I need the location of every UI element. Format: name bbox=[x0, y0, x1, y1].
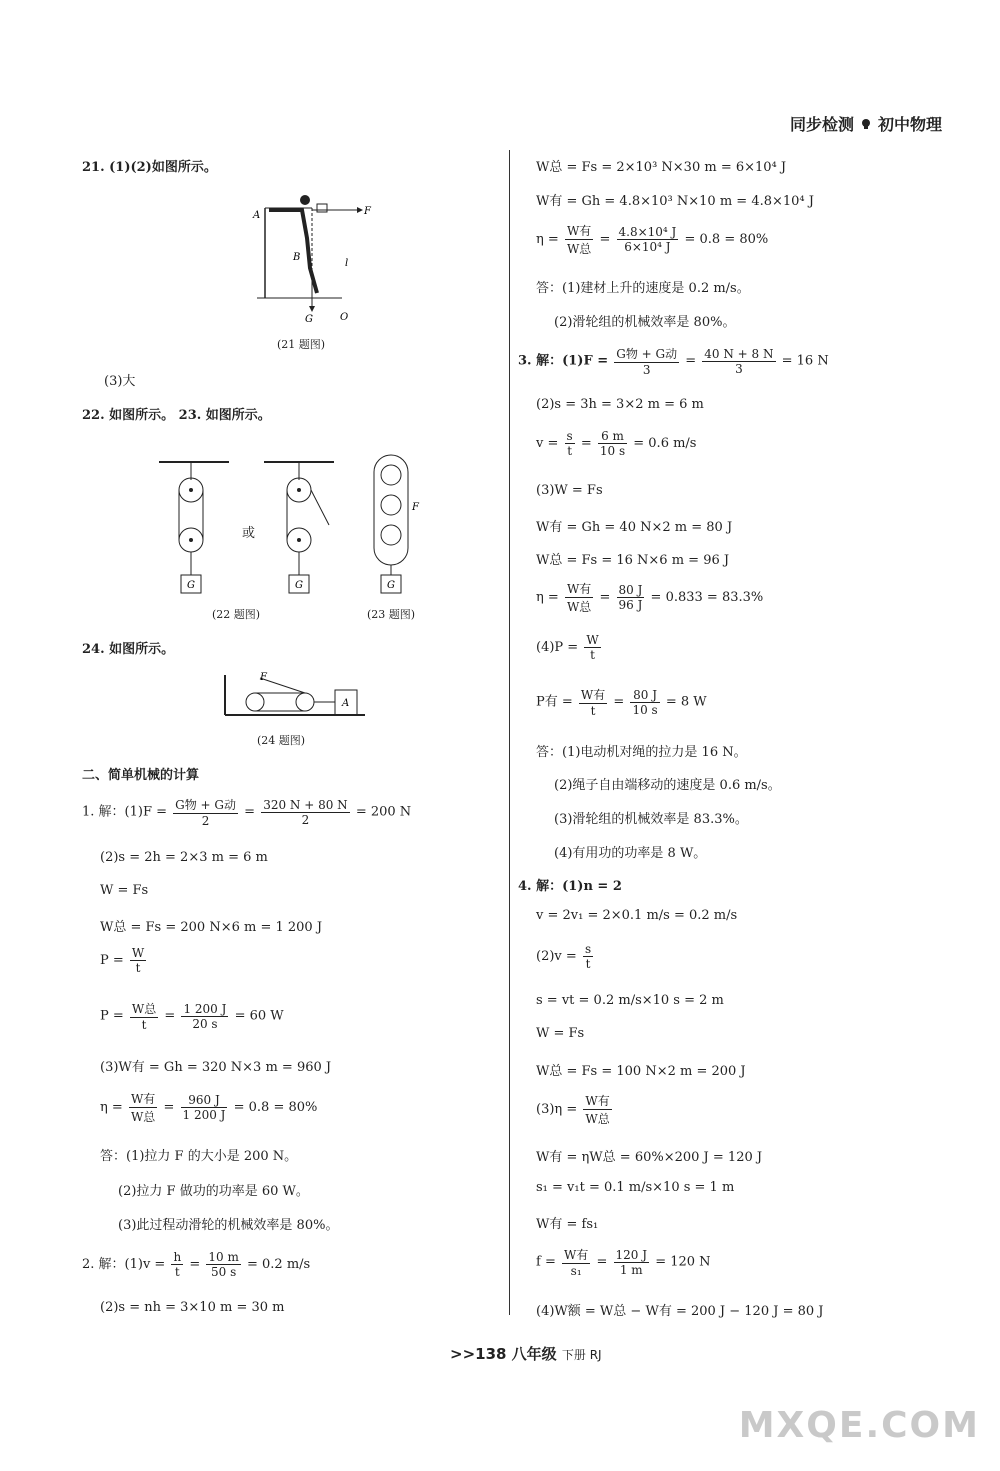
page-header bbox=[790, 112, 942, 135]
r-p4-line5: W = Fs bbox=[536, 1026, 585, 1041]
r-p4-line12: (4)W额 = W总 − W有 = 200 J − 120 J = 80 J bbox=[536, 1304, 824, 1319]
svg-text:B: B bbox=[293, 252, 301, 263]
header-title: 同步检测 bbox=[789, 115, 854, 134]
svg-text:F: F bbox=[260, 672, 267, 683]
r-p4-line3: (2)v = $\frac{s}{t}$ bbox=[536, 942, 592, 971]
p1-line1: 1. 解：(1)F = $\frac{\text{G物 + G动}}{2}$ = $\frac{320 N + 80 N}{2}$ = 200 N bbox=[82, 797, 412, 828]
q21-figure bbox=[247, 188, 377, 328]
r-p4-line8: W有 = ηW总 = 60%×200 J = 120 J bbox=[536, 1150, 763, 1165]
p1-line7: (3)W有 = Gh = 320 N×3 m = 960 J bbox=[100, 1060, 332, 1075]
q24-title: 24. 如图所示。 bbox=[82, 642, 175, 657]
r-p3-answer4: (4)有用功的功率是 8 W。 bbox=[554, 846, 707, 861]
p1-answer2: (2)拉力 F 做功的功率是 60 W。 bbox=[118, 1184, 309, 1199]
p1-line5: P = $\frac{W}{t}$ bbox=[100, 946, 145, 975]
r-p3-line5: W有 = Gh = 40 N×2 m = 80 J bbox=[536, 520, 733, 535]
section-title: 二、简单机械的计算 bbox=[82, 768, 200, 783]
watermark: MXQE.COM bbox=[738, 1405, 980, 1446]
page-footer bbox=[450, 1343, 602, 1364]
q22-q23-figure bbox=[154, 450, 424, 600]
r-p3-answer3: (3)滑轮组的机械效率是 83.3%。 bbox=[554, 812, 748, 827]
p1-answer1: 答：(1)拉力 F 的大小是 200 N。 bbox=[100, 1149, 298, 1164]
p2-line1: 2. 解：(1)v = $\frac{h}{t}$ = $\frac{10 m}{50 s}$ = 0.2 m/s bbox=[82, 1250, 311, 1279]
q22-q23-title: 22. 如图所示。 23. 如图所示。 bbox=[82, 408, 271, 423]
q24-figure bbox=[220, 670, 370, 720]
r-p4-line7: (3)η = $\frac{\text{W有}}{\text{W总}}$ bbox=[536, 1094, 610, 1126]
p1-line4: W总 = Fs = 200 N×6 m = 1 200 J bbox=[100, 920, 323, 935]
r-p3-line9: P有 = $\frac{\text{W有}}{t}$ = $\frac{80 J}{10 s}$ = 8 W bbox=[536, 687, 707, 718]
r-p3-line6: W总 = Fs = 16 N×6 m = 96 J bbox=[536, 553, 730, 568]
svg-text:F: F bbox=[412, 502, 419, 513]
r-line2: W有 = Gh = 4.8×10³ N×10 m = 4.8×10⁴ J bbox=[536, 194, 814, 209]
r-p3-line3: v = $\frac{s}{t}$ = $\frac{6 m}{10 s}$ = 0.6 m/s bbox=[536, 429, 697, 458]
r-answer1: 答：(1)建材上升的速度是 0.2 m/s。 bbox=[536, 281, 750, 296]
svg-text:O: O bbox=[340, 312, 349, 323]
page-number: >>138 八年级 bbox=[450, 1345, 557, 1363]
r-p4-line4: s = vt = 0.2 m/s×10 s = 2 m bbox=[536, 993, 724, 1008]
r-p3-line2: (2)s = 3h = 3×2 m = 6 m bbox=[536, 397, 704, 412]
r-line1: W总 = Fs = 2×10³ N×30 m = 6×10⁴ J bbox=[536, 160, 787, 175]
svg-text:A: A bbox=[342, 698, 350, 709]
r-p4-line1: 4. 解：(1)n = 2 bbox=[518, 879, 622, 894]
r-p3-answer2: (2)绳子自由端移动的速度是 0.6 m/s。 bbox=[554, 778, 781, 793]
r-line3: η = $\frac{\text{W有}}{\text{W总}}$ = $\frac{\text{4.8×10⁴ J}}{\text{6×10⁴ J}}$ = 0.8 = 80% bbox=[536, 224, 769, 256]
svg-text:G: G bbox=[295, 580, 303, 591]
svg-text:G: G bbox=[387, 580, 395, 591]
p1-line6: P = $\frac{\text{W总}}{t}$ = $\frac{1 200 J}{20 s}$ = 60 W bbox=[100, 1001, 284, 1032]
p1-answer3: (3)此过程动滑轮的机械效率是 80%。 bbox=[118, 1218, 339, 1233]
r-p3-answer1: 答：(1)电动机对绳的拉力是 16 N。 bbox=[536, 745, 747, 760]
svg-text:l: l bbox=[345, 258, 349, 269]
q22-caption: (22 题图) bbox=[212, 608, 261, 621]
r-p4-line10: W有 = fs₁ bbox=[536, 1217, 599, 1232]
p2-line2: (2)s = nh = 3×10 m = 30 m bbox=[100, 1300, 285, 1315]
q21-title: 21. (1)(2)如图所示。 bbox=[82, 160, 217, 175]
r-p3-line7: η = $\frac{\text{W有}}{\text{W总}}$ = $\frac{80 J}{96 J}$ = 0.833 = 83.3% bbox=[536, 582, 764, 614]
q23-caption: (23 题图) bbox=[367, 608, 416, 621]
r-p4-line6: W总 = Fs = 100 N×2 m = 200 J bbox=[536, 1064, 746, 1079]
q24-caption: (24 题图) bbox=[257, 734, 306, 747]
q21-caption: (21 题图) bbox=[277, 338, 326, 351]
or-label: 或 bbox=[242, 526, 256, 541]
r-p4-line11: f = $\frac{\text{W有}}{\text{s₁}}$ = $\frac{120 J}{1 m}$ = 120 N bbox=[536, 1247, 711, 1278]
svg-text:A: A bbox=[253, 210, 261, 221]
r-p4-line2: v = 2v₁ = 2×0.1 m/s = 0.2 m/s bbox=[536, 908, 738, 923]
header-subject: 初中物理 bbox=[877, 115, 942, 134]
p1-line3: W = Fs bbox=[100, 883, 149, 898]
svg-text:G: G bbox=[187, 580, 195, 591]
column-divider bbox=[509, 150, 510, 1315]
r-p4-line9: s₁ = v₁t = 0.1 m/s×10 s = 1 m bbox=[536, 1180, 735, 1195]
r-p3-line8: (4)P = $\frac{W}{t}$ bbox=[536, 633, 599, 662]
q21-part3: (3)大 bbox=[104, 374, 136, 389]
r-p3-line4: (3)W = Fs bbox=[536, 483, 603, 498]
p1-line2: (2)s = 2h = 2×3 m = 6 m bbox=[100, 850, 268, 865]
r-p3-line1: 3. 解：(1)F = $\frac{\text{G物 + G动}}{3}$ = $\frac{40 N + 8 N}{3}$ = 16 N bbox=[518, 346, 829, 377]
p1-line8: η = $\frac{\text{W有}}{\text{W总}}$ = $\frac{960 J}{1 200 J}$ = 0.8 = 80% bbox=[100, 1092, 318, 1124]
svg-text:F: F bbox=[364, 206, 371, 217]
bulb-icon bbox=[860, 118, 872, 130]
volume-label: 下册 RJ bbox=[561, 1348, 602, 1362]
svg-text:G: G bbox=[305, 314, 313, 325]
r-answer2: (2)滑轮组的机械效率是 80%。 bbox=[554, 315, 736, 330]
